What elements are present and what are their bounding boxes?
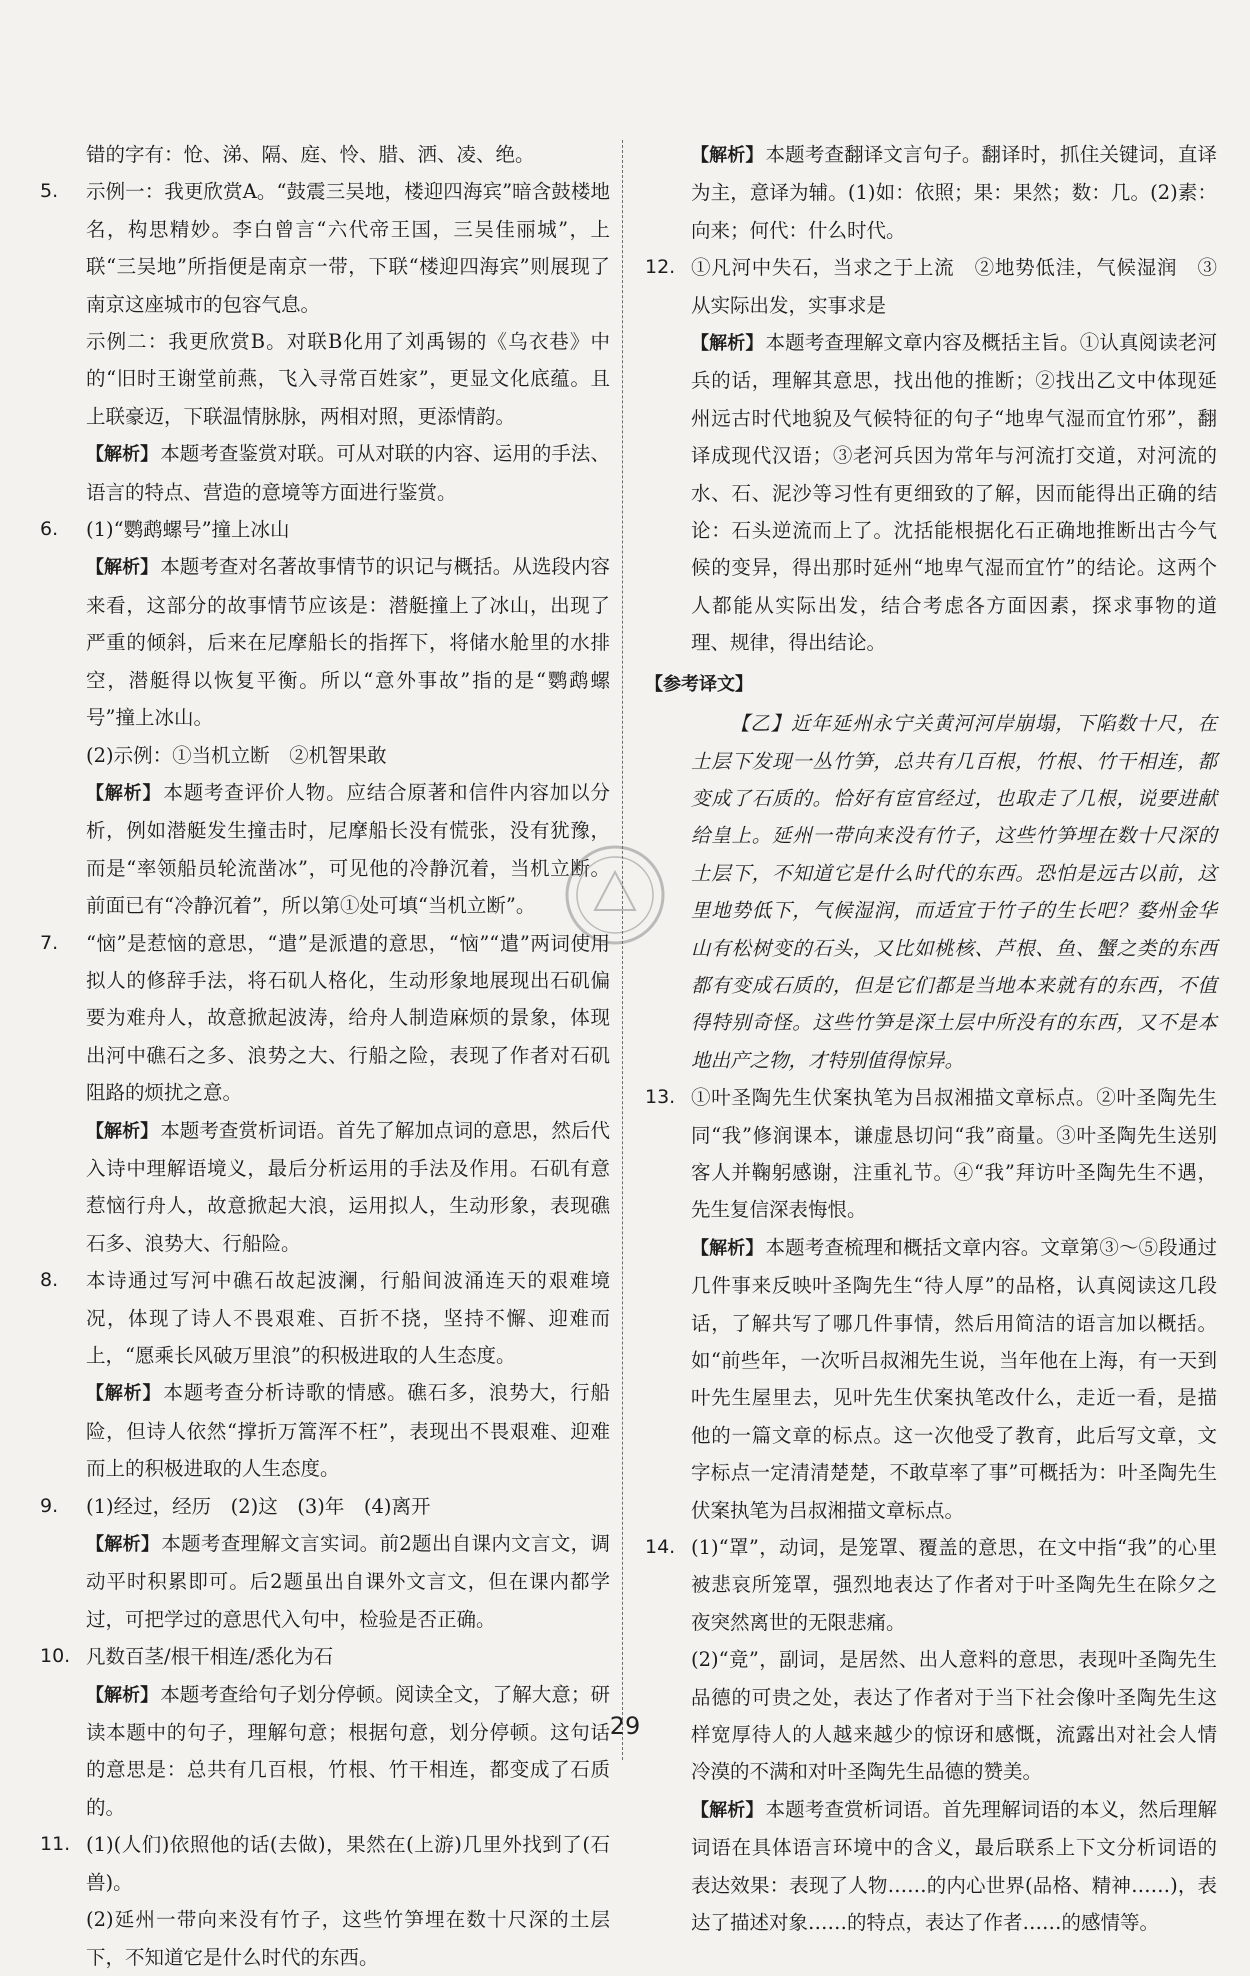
- analysis-text: 本题考查分析诗歌的情感。礁石多，浪势大，行船险，但诗人依然“撑折万篙浑不枉”，表现出不畏艰难、迎难而上的积极进取的人生态度。: [86, 1381, 610, 1481]
- analysis-tag: 【解析】: [86, 1684, 159, 1706]
- question-9: [40, 1488, 610, 1639]
- question-8: [40, 1262, 610, 1487]
- answer-body: ①凡河中失石，当求之于上流 ②地势低洼，气候湿润 ③从实际出发，实事求是: [691, 256, 1217, 317]
- question-11: [40, 1826, 610, 1976]
- answer-example-1: 示例一：我更欣赏A。“鼓震三吴地，楼迎四海宾”暗含鼓楼地名，构思精妙。李白曾言“六代帝王国，三吴佳丽城”，上联“三吴地”所指便是南京一带，下联“楼迎四海宾”则展现了南京这座城市的包容气息。: [86, 180, 610, 316]
- question-number: 11.: [40, 1833, 71, 1856]
- analysis: [40, 1374, 610, 1487]
- analysis-text: 本题考查赏析词语。首先理解词语的本义，然后理解词语在具体语言环境中的含义，最后联系上下文分析词语的表达效果：表现了人物……的内心世界(品格、精神……)，表达了描述对象……的特点，表达了作者……的感情等。: [691, 1797, 1217, 1935]
- answer-continuation: 错的字有：怆、涕、隔、庭、怜、腊、洒、凌、绝。: [86, 143, 535, 166]
- analysis-tag: 【解析】: [86, 1534, 160, 1556]
- analysis-text: 本题考查鉴赏对联。可从对联的内容、运用的手法、语言的特点、营造的意境等方面进行鉴赏。: [86, 442, 610, 504]
- analysis-text: 本题考查梳理和概括文章内容。文章第③～⑤段通过几件事来反映叶圣陶先生“待人厚”的品格，认真阅读这几段话，了解共写了哪几件事情，然后用简洁的语言加以概括。如“前些年，一次听吕叔湘先生说，当年他在上海，有一天到叶先生屋里去，见叶先生伏案执笔改什么，走近一看，是描他的一篇文章的标点。这一次他受了教育，此后写文章，文字标点一定清清楚楚，不敢草率了事”可概括为：叶圣陶先生伏案执笔为吕叔湘描文章标点。: [691, 1235, 1217, 1522]
- analysis-tag: 【解析】: [691, 1237, 764, 1259]
- answer-body: 本诗通过写河中礁石故起波澜，行船间波涌连天的艰难境况，体现了诗人不畏艰难、百折不挠，坚持不懈、迎难而上，“愿乘长风破万里浪”的积极进取的人生态度。: [86, 1269, 610, 1367]
- analysis-tag: 【解析】: [86, 1120, 159, 1142]
- analysis: [40, 1525, 610, 1638]
- answer-part-1: (1)(人们)依照他的话(去做)，果然在(上游)几里外找到了(石兽)。: [86, 1833, 610, 1894]
- analysis: [645, 324, 1217, 662]
- column-divider: [622, 140, 623, 1760]
- analysis-tag: 【解析】: [691, 145, 764, 166]
- analysis-tag: 【解析】: [691, 333, 764, 355]
- answer-part-2: (2)延州一带向来没有竹子，这些竹笋埋在数十尺深的土层下，不知道它是什么时代的东西。: [86, 1908, 610, 1969]
- question-13: [645, 1079, 1217, 1529]
- answer-part-2: (2)示例：①当机立断 ②机智果敢: [86, 743, 387, 767]
- page-number: 29: [609, 1712, 641, 1740]
- answer-text: [40, 511, 610, 548]
- answer-part-1: (1)“鹦鹉螺号”撞上冰山: [86, 518, 290, 542]
- answer-text: [40, 1826, 610, 1901]
- answer-part-1: (1)“罩”，动词，是笼罩、覆盖的意思，在文中指“我”的心里被悲哀所笼罩，强烈地表达了作者对于叶圣陶先生在除夕之夜突然离世的无限悲痛。: [691, 1536, 1217, 1634]
- answer-text: [40, 1638, 610, 1675]
- question-6: [40, 511, 610, 924]
- question-number: 8.: [40, 1269, 59, 1292]
- right-column: [645, 136, 1217, 1942]
- answer-body: (1)经过，经历 (2)这 (3)年 (4)离开: [86, 1494, 431, 1518]
- analysis-tag: 【解析】: [86, 557, 159, 579]
- analysis: [40, 548, 610, 736]
- question-number: 14.: [645, 1536, 676, 1559]
- answer-text: [645, 249, 1217, 324]
- answer-example-2: 示例二：我更欣赏B。对联B化用了刘禹锡的《乌衣巷》中的“旧时王谢堂前燕，飞入寻常百姓家”，更显文化底蕴。且上联豪迈，下联温情脉脉，两相对照，更添情韵。: [86, 330, 610, 428]
- analysis: [645, 1791, 1217, 1942]
- question-number: 12.: [645, 256, 676, 279]
- analysis-text: 本题考查赏析词语。首先了解加点词的意思，然后代入诗中理解语境义，最后分析运用的手法及作用。石矶有意惹恼行舟人，故意掀起大浪，运用拟人，生动形象，表现礁石多、浪势大、行船险。: [86, 1118, 610, 1255]
- analysis-tag: 【解析】: [86, 444, 159, 466]
- reference-translation: 【乙】近年延州永宁关黄河河岸崩塌，下陷数十尺，在土层下发现一丛竹笋，总共有几百根，竹根、竹干相连，都变成了石质的。恰好有宦官经过，也取走了几根，说要进献给皇上。延州一带向来没有竹子，这些竹笋埋在数十尺深的土层下，不知道它是什么时代的东西。恐怕是远古以前，这里地势低下，气候湿润，而适宜于竹子的生长吧？婺州金华山有松树变的石头，又比如桃核、芦根、鱼、蟹之类的东西都有变成石质的，但是它们都是当地本来就有的东西，不值得特别奇怪。这些竹笋是深土层中所没有的东西，又不是本地出产之物，才特别值得惊异。: [691, 712, 1217, 1072]
- answer-body: 凡数百茎/根干相连/悉化为石: [86, 1645, 334, 1669]
- answer-text: [645, 1079, 1217, 1229]
- analysis: [40, 1676, 610, 1827]
- question-number: 5.: [40, 180, 59, 203]
- question-number: 13.: [645, 1086, 676, 1109]
- analysis: [40, 774, 610, 925]
- answer-text: [40, 925, 610, 1112]
- analysis-text: 本题考查理解文言实词。前2题出自课内文言文，调动平时积累即可。后2题虽出自课外文言文，但在课内都学过，可把学过的意思代入句中，检验是否正确。: [86, 1532, 610, 1631]
- answer-body: ①叶圣陶先生伏案执笔为吕叔湘描文章标点。②叶圣陶先生同“我”修润课本，谦虚恳切问“我”商量。③叶圣陶先生送别客人并鞠躬感谢，注重礼节。④“我”拜访叶圣陶先生不遇，先生复信深表悔恨。: [691, 1086, 1217, 1222]
- publisher-seal-icon: [560, 840, 670, 950]
- question-number: 9.: [40, 1494, 59, 1517]
- analysis: [40, 1112, 610, 1263]
- analysis-tag: 【解析】: [86, 1383, 162, 1405]
- answer-text: [40, 1488, 610, 1525]
- answer-text: [40, 173, 610, 323]
- question-5: [40, 173, 610, 511]
- analysis-text: 本题考查对名著故事情节的识记与概括。从选段内容来看，这部分的故事情节应该是：潜艇撞上了冰山，出现了严重的倾斜，后来在尼摩船长的指挥下，将储水舱里的水排空，潜艇得以恢复平衡。所以“意外事故”指的是“鹦鹉螺号”撞上冰山。: [86, 555, 610, 730]
- analysis-text: 本题考查理解文章内容及概括主旨。①认真阅读老河兵的话，理解其意思，找出他的推断；②找出乙文中体现延州远古时代地貌及气候特征的句子“地卑气湿而宜竹邪”，翻译成现代汉语；③老河兵因为常年与河流打交道，对河流的水、石、泥沙等习性有更细致的了解，因而能得出正确的结论：石头逆流而上了。沈括能根据化石正确地推断出古今气候的变异，得出那时延州“地卑气湿而宜竹”的结论。这两个人都能从实际出发，结合考虑各方面因素，探求事物的道理、规律，得出结论。: [691, 331, 1217, 655]
- question-number: 6.: [40, 518, 59, 541]
- analysis-text: 本题考查翻译文言句子。翻译时，抓住关键词，直译为主，意译为辅。(1)如：依照；果：果然；数：几。(2)素：向来；何代：什么时代。: [691, 143, 1217, 242]
- left-column: [40, 136, 610, 1976]
- reference-translation-title: 【参考译文】: [645, 673, 753, 695]
- question-number: 7.: [40, 931, 59, 954]
- analysis-tag: 【解析】: [691, 1799, 764, 1821]
- question-12: [645, 249, 1217, 1079]
- analysis: [40, 435, 610, 511]
- answer-text: [40, 1262, 610, 1374]
- question-number: 10.: [40, 1645, 71, 1668]
- analysis-tag: 【解析】: [86, 782, 162, 804]
- answer-body: “恼”是惹恼的意思，“遣”是派遣的意思，“恼”“遣”两词使用拟人的修辞手法，将石矶人格化，生动形象地展现出石矶偏要为难舟人，故意掀起波涛，给舟人制造麻烦的景象，体现出河中礁石之多、浪势之大、行船之险，表现了作者对石矶阻路的烦扰之意。: [86, 931, 610, 1105]
- question-7: [40, 925, 610, 1263]
- analysis: [645, 136, 1217, 249]
- analysis-text: 本题考查评价人物。应结合原著和信件内容加以分析，例如潜艇发生撞击时，尼摩船长没有慌张，没有犹豫，而是“率领船员轮流凿冰”，可见他的冷静沉着，当机立断。前面已有“冷静沉着”，所以第①处可填“当机立断”。: [86, 780, 610, 918]
- analysis: [645, 1229, 1217, 1529]
- answer-text: [645, 1529, 1217, 1641]
- answer-part-2: (2)“竟”，副词，是居然、出人意料的意思，表现叶圣陶先生品德的可贵之处，表达了作者对于当下社会像叶圣陶先生这样宽厚待人的人越来越少的惊讶和感慨，流露出对社会人情冷漠的不满和对叶圣陶先生品德的赞美。: [691, 1648, 1217, 1784]
- analysis-text: 本题考查给句子划分停顿。阅读全文，了解大意；研读本题中的句子，理解句意；根据句意，划分停顿。这句话的意思是：总共有几百根，竹根、竹干相连，都变成了石质的。: [86, 1682, 610, 1819]
